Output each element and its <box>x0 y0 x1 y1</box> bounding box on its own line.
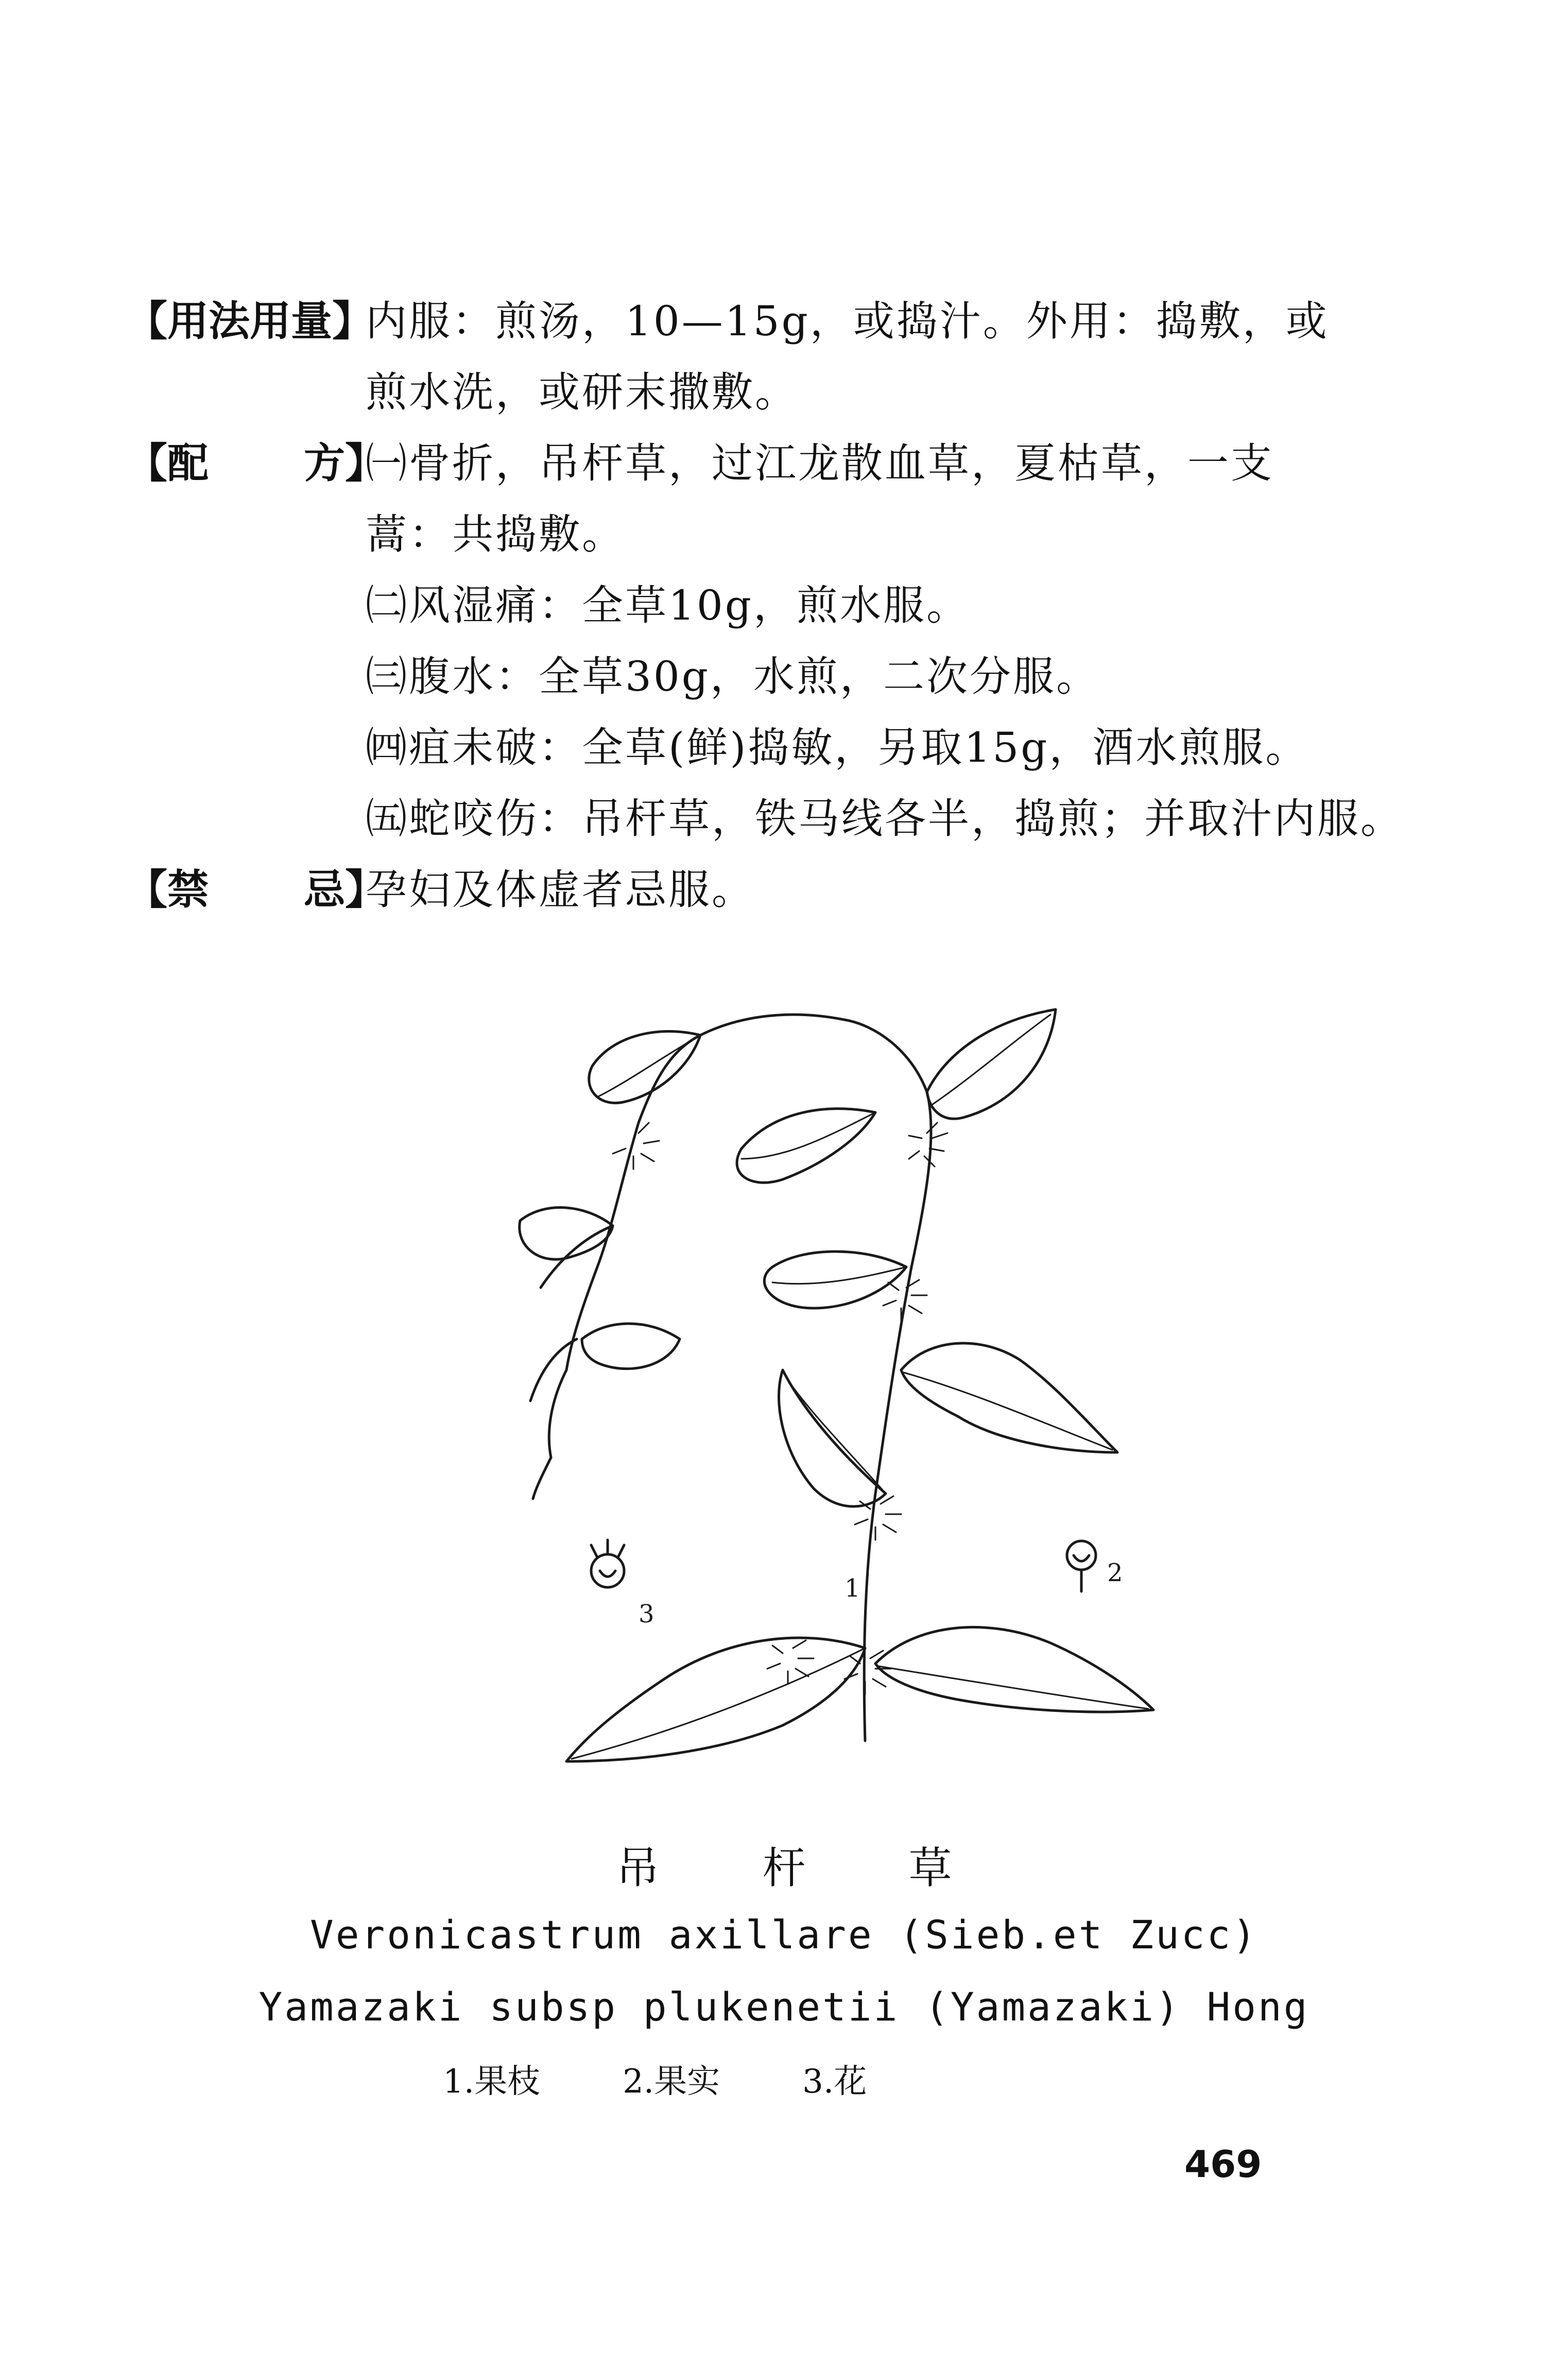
flower-detail <box>591 1540 624 1587</box>
entry-body-usage <box>366 286 1362 428</box>
caption-latin-line-2: Yamazaki subsp plukenetii (Yamazaki) Hong <box>259 1984 1309 2030</box>
leaf-right-mid <box>901 1343 1117 1452</box>
leaf-bottom-left <box>566 1638 865 1761</box>
prescription-line-1: ㈠骨折，吊杆草，过江龙散血草，夏枯草，一支 <box>366 439 1274 487</box>
entry-label-contraindications <box>126 854 386 926</box>
label-contra-left: 【禁 <box>126 866 209 914</box>
entry-body-prescriptions <box>366 428 1404 854</box>
prescription-line-2: 蒿：共捣敷。 <box>366 510 625 558</box>
entries-section <box>126 286 1404 926</box>
usage-line-1: 内服：煎汤，10—15g，或捣汁。外用：捣敷，或 <box>366 297 1329 345</box>
leaf-mid-center <box>764 1252 906 1308</box>
plant-illustration <box>484 979 1215 1813</box>
label-prescriptions-left: 【配 <box>126 439 209 487</box>
contraindication-line-1: 孕妇及体虚者忌服。 <box>366 866 755 914</box>
fruit-detail <box>1067 1541 1096 1591</box>
prescription-line-6: ㈤蛇咬伤：吊杆草，铁马线各半，捣煎；并取汁内服。 <box>366 795 1404 843</box>
arching-branch <box>566 1015 845 1370</box>
entry-contraindications <box>126 854 1362 926</box>
entry-label-prescriptions <box>126 428 386 499</box>
entry-body-contraindications <box>366 854 1362 926</box>
label-prescriptions-right: 方】 <box>304 439 386 487</box>
main-stem <box>845 1020 931 1741</box>
leaf-bottom-right <box>875 1627 1153 1711</box>
part-fruiting-branch: 1.果枝 <box>443 2063 541 2101</box>
caption-latin-line-1: Veronicastrum axillare (Sieb.et Zucc) <box>310 1912 1258 1958</box>
part-flower: 3.花 <box>802 2063 867 2101</box>
figure-marker-1: 1 <box>845 1574 860 1603</box>
prescription-line-3: ㈡风湿痛：全草10g，煎水服。 <box>366 581 970 629</box>
page-number: 469 <box>1184 2143 1262 2186</box>
caption-chinese-name: 吊杆草 <box>616 1843 1055 1893</box>
figure-marker-3: 3 <box>639 1600 654 1629</box>
entry-prescriptions <box>126 428 1404 854</box>
part-fruit: 2.果实 <box>623 2063 720 2101</box>
entry-label-usage: 【用法用量】 <box>126 297 373 345</box>
usage-line-2: 煎水洗，或研末撒敷。 <box>366 368 798 416</box>
label-contra-right: 忌】 <box>304 866 386 914</box>
entry-usage-dosage <box>126 286 1362 428</box>
prescription-line-5: ㈣疽未破：全草(鲜)捣敏，另取15g，酒水煎服。 <box>366 724 1309 772</box>
figure-marker-2: 2 <box>1107 1558 1123 1587</box>
caption-parts-legend <box>443 2055 958 2102</box>
prescription-line-4: ㈢腹水：全草30g，水煎，二次分服。 <box>366 653 1100 700</box>
